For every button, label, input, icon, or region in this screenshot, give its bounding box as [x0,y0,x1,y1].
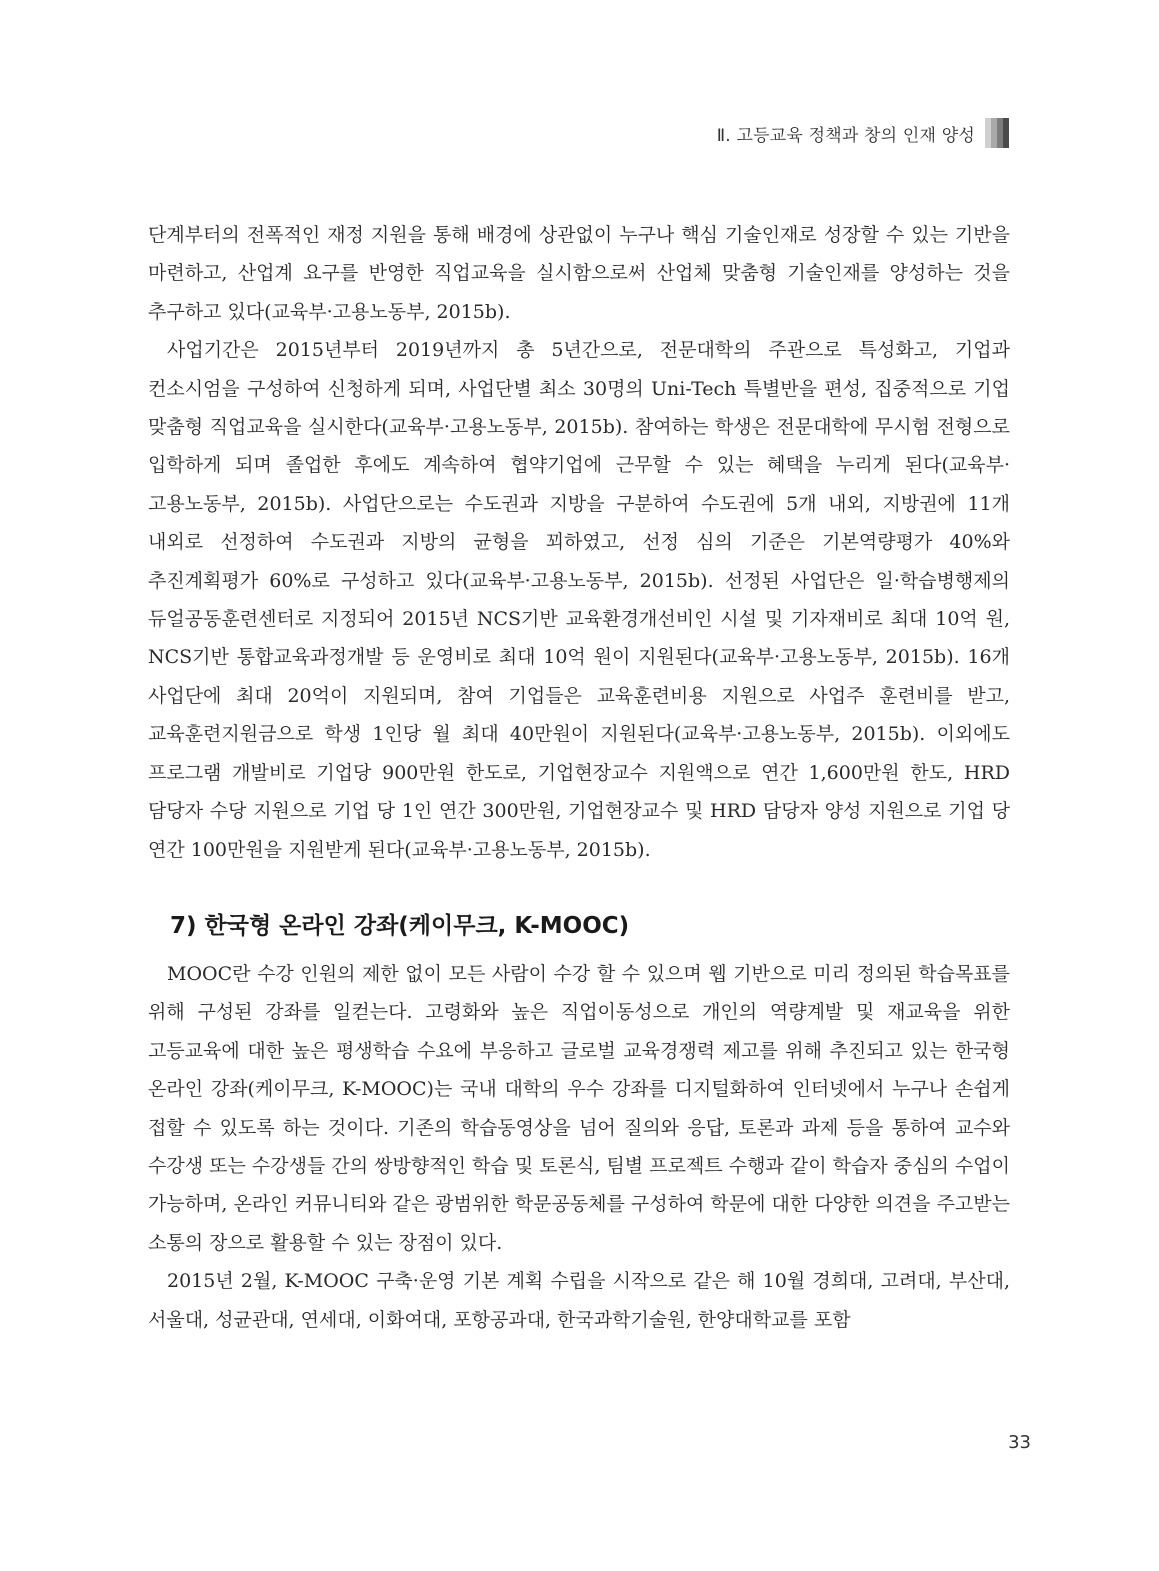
body-paragraph-3: MOOC란 수강 인원의 제한 없이 모든 사람이 수강 할 수 있으며 웹 기반으로 미리 정의된 학습목표를 위해 구성된 강좌를 일컫는다. 고령화와 높은 직업이동성으로 개인의 역량계발 및 재교육을 위한 고등교육에 대한 높은 평생학습 수요에 부응하고 글로벌 교육경쟁력 제고를 위해 추진되고 있는 한국형 온라인 강좌(케이무크, K-MOOC)는 국내 대학의 우수 강좌를 디지털화하여 인터넷에서 누구나 손쉽게 접할 수 있도록 하는 것이다. 기존의 학습동영상을 넘어 질의와 응답, 토론과 과제 등을 통하여 교수와 수강생 또는 수강생들 간의 쌍방향적인 학습 및 토론식, 팀별 프로젝트 수행과 같이 학습자 중심의 수업이 가능하며, 온라인 커뮤니티와 같은 광범위한 학문공동체를 구성하여 학문에 대한 다양한 의견을 주고받는 소통의 장으로 활용할 수 있는 장점이 있다. [148,962,1010,1254]
body-paragraph-2: 사업기간은 2015년부터 2019년까지 총 5년간으로, 전문대학의 주관으로 특성화고, 기업과 컨소시엄을 구성하여 신청하게 되며, 사업단별 최소 30명의 Uni-Tech 특별반을 편성, 집중적으로 기업 맞춤형 직업교육을 실시한다(교육부·고용노동부, 2015b). 참여하는 학생은 전문대학에 무시험 전형으로 입학하게 되며 졸업한 후에도 계속하여 협약기업에 근무할 수 있는 혜택을 누리게 된다(교육부·고용노동부, 2015b). 사업단으로는 수도권과 지방을 구분하여 수도권에 5개 내외, 지방권에 11개 내외로 선정하여 수도권과 지방의 균형을 꾀하였고, 선정 심의 기준은 기본역량평가 40%와 추진계획평가 60%로 구성하고 있다(교육부·고용노동부, 2015b). 선정된 사업단은 일·학습병행제의 듀얼공동훈련센터로 지정되어 2015년 NCS기반 교육환경개선비인 시설 및 기자재비로 최대 10억 원, NCS기반 통합교육과정개발 등 운영비로 최대 10억 원이 지원된다(교육부·고용노동부, 2015b). 16개 사업단에 최대 20억이 지원되며, 참여 기업들은 교육훈련비용 지원으로 사업주 훈련비를 받고, 교육훈련지원금으로 학생 1인당 월 최대 40만원이 지원된다(교육부·고용노동부, 2015b). 이외에도 프로그램 개발비로 기업당 900만원 한도로, 기업현장교수 지원액으로 연간 1,600만원 한도, HRD 담당자 수당 지원으로 기업 당 1인 연간 300만원, 기업현장교수 및 HRD 담당자 양성 지원으로 기업 당 연간 100만원을 지원받게 된다(교육부·고용노동부, 2015b). [148,339,1010,861]
running-header [717,118,1009,148]
page-number: 33 [1008,1432,1031,1453]
page-body [148,216,1010,1339]
running-header-title: Ⅱ. 고등교육 정책과 창의 인재 양성 [716,125,975,146]
section-heading: 7) 한국형 온라인 강좌(케이무크, K-MOOC) [170,912,630,939]
body-paragraph-4: 2015년 2월, K-MOOC 구축·운영 기본 계획 수립을 시작으로 같은 해 10월 경희대, 고려대, 부산대, 서울대, 성균관대, 연세대, 이화여대, 포항공과대, 한국과학기술원, 한양대학교를 포함 [148,1270,1010,1331]
header-decoration-bars [985,118,1009,148]
body-paragraph-1: 단계부터의 전폭적인 재정 지원을 통해 배경에 상관없이 누구나 핵심 기술인재로 성장할 수 있는 기반을 마련하고, 산업계 요구를 반영한 직업교육을 실시함으로써 산업체 맞춤형 기술인재를 양성하는 것을 추구하고 있다(교육부·고용노동부, 2015b). [148,224,1010,323]
